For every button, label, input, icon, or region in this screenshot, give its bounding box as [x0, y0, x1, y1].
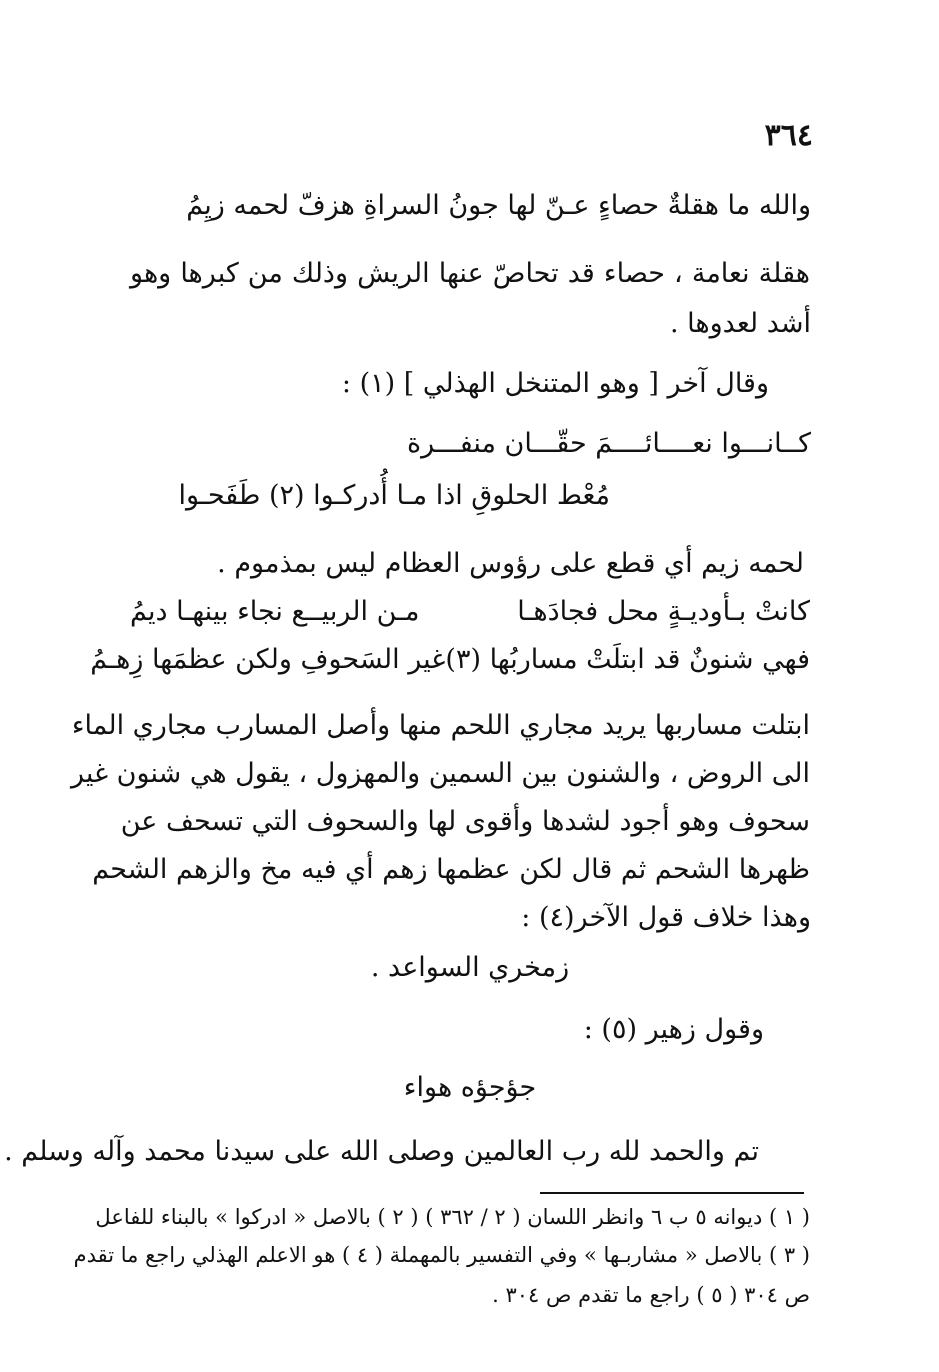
- verse-couplet: [130, 594, 810, 630]
- body-text-line: وهذا خلاف قول الآخر(٤) :: [521, 902, 811, 933]
- verse-first-hemistich: فهي شنونٌ قد ابتلَتْ مساربُها (٣): [445, 644, 810, 675]
- quoted-phrase: زمخري السواعد .: [370, 952, 570, 983]
- body-text-line: ظهرها الشحم ثم قال لكن عظمها زهم أي فيه مخ والزهم الشحم: [92, 854, 810, 885]
- verse-line: مُعْط الحلوقِ اذا مـا أُدركـوا (٢) طَفَحـوا: [178, 480, 610, 511]
- footnote-line: ( ١ ) ديوانه ٥ ب ٦ وانظر اللسان ( ٢ / ٣٦٢ ) ( ٢ ) بالاصل « ادركوا » بالبناء للفاعل: [95, 1205, 810, 1229]
- body-text-line: الى الروض ، والشنون بين السمين والمهزول ، يقول هي شنون غير: [70, 758, 810, 789]
- verse-second-hemistich: غير السَحوفِ ولكن عظمَها زِهـمُ: [90, 644, 446, 675]
- quoted-phrase: جؤجؤه هواء: [403, 1072, 537, 1103]
- body-text-line: ابتلت مساربها يريد مجاري اللحم منها وأصل المسارب مجاري الماء: [71, 710, 810, 741]
- footnote-line: ( ٣ ) بالاصل « مشاربـها » وفي التفسير بالمهملة ( ٤ ) هو الاعلم الهذلي راجع ما تقدم: [73, 1243, 810, 1267]
- footnote-divider: [540, 1192, 804, 1194]
- verse-second-hemistich: مـن الربيــع نجاء بينهـا ديمُ: [130, 596, 420, 627]
- verse-couplet: [90, 642, 810, 678]
- page-number: ٣٦٤: [764, 118, 813, 153]
- body-text-line: أشد لعدوها .: [670, 308, 811, 339]
- verse-line: والله ما هقلةٌ حصاءٍ عـنّ لها جونُ السراةِ هزفّ لحمه زيِمُ: [186, 190, 811, 221]
- body-text-line: لحمه زيم أي قطع على رؤوس العظام ليس بمذموم .: [217, 548, 804, 579]
- body-text-line: سحوف وهو أجود لشدها وأقوى لها والسحوف التي تسحف عن: [120, 806, 810, 837]
- footnote-line: ص ٣٠٤ ( ٥ ) راجع ما تقدم ص ٣٠٤ .: [492, 1283, 810, 1307]
- closing-line: تم والحمد لله رب العالمين وصلى الله على سيدنا محمد وآله وسلم .: [4, 1136, 759, 1167]
- attribution-line: وقول زهير (٥) :: [583, 1014, 764, 1045]
- attribution-line: وقال آخر [ وهو المتنخل الهذلي ] (١) :: [341, 368, 769, 399]
- body-text-line: هقلة نعامة ، حصاء قد تحاصّ عنها الريش وذلك من كبرها وهو: [130, 258, 810, 289]
- verse-first-hemistich: كانتْ بـأوديـةٍ محل فجادَهـا: [517, 596, 810, 627]
- verse-line: كــانـــوا نعــــائــــمَ حقّـــان منفـــرة: [406, 428, 811, 459]
